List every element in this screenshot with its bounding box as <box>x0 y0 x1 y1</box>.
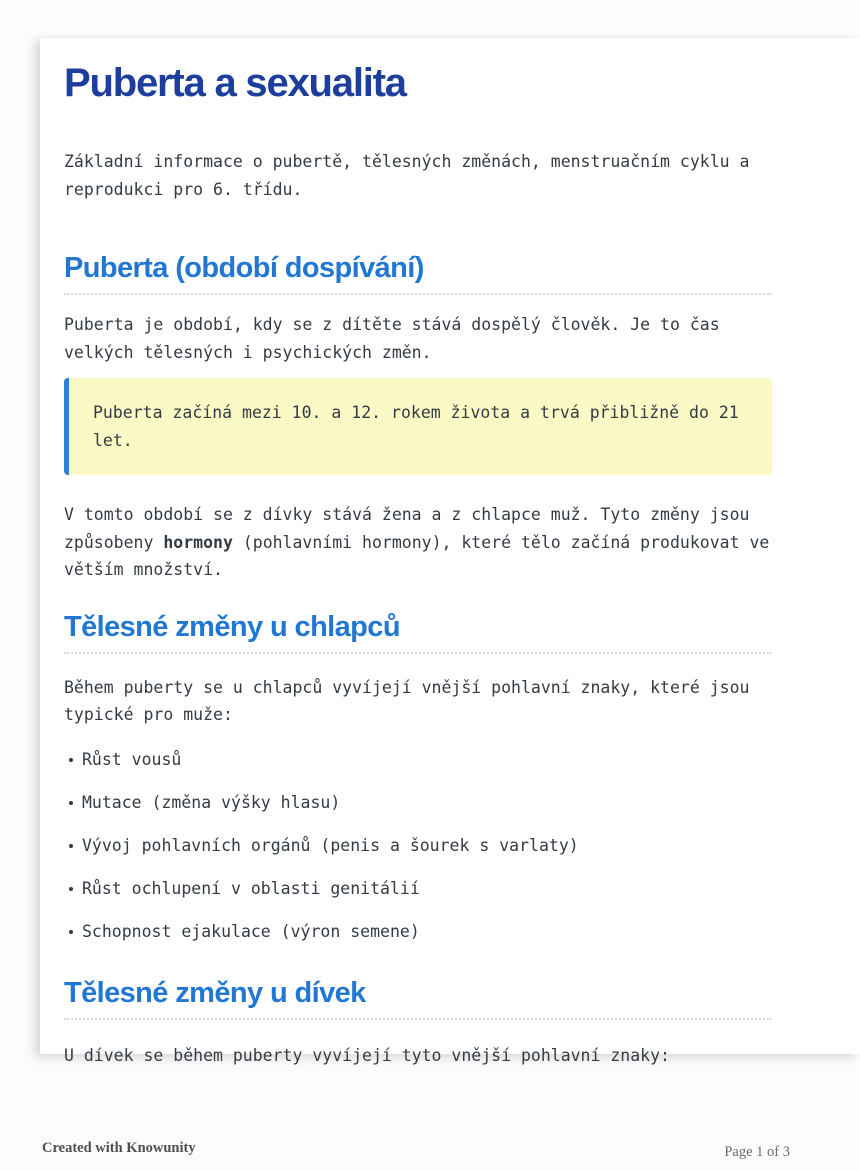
list-item-text: Mutace (změna výšky hlasu) <box>82 792 341 812</box>
bold-term: hormony <box>163 532 233 552</box>
callout-text: Puberta začíná mezi 10. a 12. rokem života a trvá přibližně do 21 let. <box>93 403 739 450</box>
footer-page-number: Page 1 of 3 <box>724 1144 790 1160</box>
boys-paragraph: Během puberty se u chlapců vyvíjejí vnější pohlavní znaky, které jsou typické pro muže: <box>64 677 750 724</box>
list-item <box>64 789 772 817</box>
section-heading-puberta: Puberta (období dospívání) <box>64 251 772 295</box>
puberta-paragraph-2 <box>64 501 772 584</box>
list-item-text: Růst vousů <box>82 749 182 769</box>
document-content <box>40 38 772 1070</box>
document-card <box>40 38 860 1065</box>
highlight-callout <box>64 378 772 475</box>
bullet-icon <box>69 887 73 891</box>
section-heading-boys: Tělesné změny u chlapců <box>64 610 772 654</box>
footer-credit: Created with Knowunity <box>42 1140 196 1156</box>
list-item <box>64 875 772 903</box>
bullet-icon <box>69 758 73 762</box>
paragraph-text: (pohlavními hormony), které tělo začíná produkovat ve větším množství. <box>64 532 770 579</box>
list-item <box>64 832 772 860</box>
list-item-text: Schopnost ejakulace (výron semene) <box>82 921 420 941</box>
paragraph-text: V tomto období se z dívky stává žena a z chlapce muž. Tyto změny jsou způsobeny <box>64 505 750 552</box>
bullet-icon <box>69 844 73 848</box>
boys-changes-list <box>64 746 772 946</box>
bullet-icon <box>69 930 73 934</box>
list-item-text: Vývoj pohlavních orgánů (penis a šourek s varlaty) <box>82 835 579 855</box>
puberta-paragraph-1: Puberta je období, kdy se z dítěte stává dospělý člověk. Je to čas velkých tělesných i psychických změn. <box>64 315 720 362</box>
list-item <box>64 918 772 946</box>
list-item <box>64 746 772 774</box>
page-title: Puberta a sexualita <box>64 61 406 105</box>
list-item-text: Růst ochlupení v oblasti genitálií <box>82 878 420 898</box>
bullet-icon <box>69 801 73 805</box>
section-heading-girls: Tělesné změny u dívek <box>64 976 772 1020</box>
girls-paragraph: U dívek se během puberty vyvíjejí tyto vnější pohlavní znaky: <box>64 1046 670 1065</box>
intro-paragraph: Základní informace o pubertě, tělesných změnách, menstruačním cyklu a reprodukci pro 6. třídu. <box>64 152 750 199</box>
